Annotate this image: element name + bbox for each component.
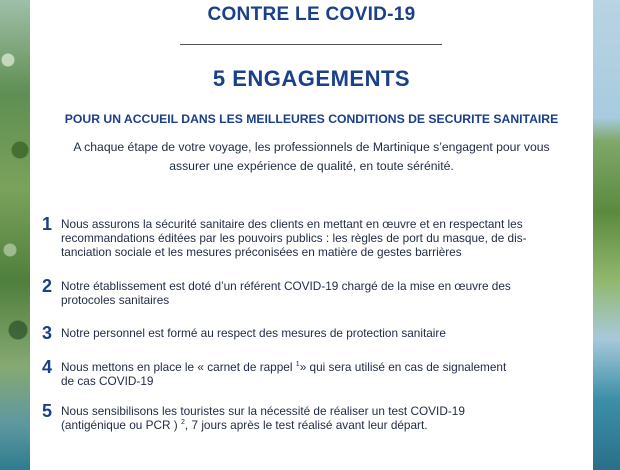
footnote-marker: 2	[181, 419, 185, 427]
divider	[180, 44, 442, 45]
page-heading: 5 ENGAGEMENTS	[212, 66, 411, 91]
background-photo-left	[0, 0, 30, 470]
engagement-line	[61, 418, 581, 432]
engagement-line: Nous assurons la sécurité sanitaire des clients en mettant en œuvre et en respectant les	[61, 217, 523, 231]
engagement-number: 2	[42, 276, 53, 296]
engagement-number: 1	[42, 214, 53, 234]
engagement-text	[61, 404, 581, 432]
engagement-text	[61, 326, 581, 340]
engagement-text-part: » qui sera utilisé en cas de signalement	[299, 360, 507, 374]
subtitle: POUR UN ACCUEIL DANS LES MEILLEURES CONDITIONS DE SECURITE SANITAIRE	[64, 112, 559, 126]
engagement-text-part: Nous mettons en place le « carnet de rappel	[61, 360, 296, 374]
title-line: CONTRE LE COVID-19	[207, 4, 416, 25]
engagement-text	[61, 217, 581, 259]
engagement-line: de cas COVID-19	[61, 374, 154, 388]
engagement-number: 3	[42, 323, 53, 343]
engagement-text-part: (antigénique ou PCR )	[61, 418, 182, 432]
engagement-line: Nous sensibilisons les touristes sur la nécessité de réaliser un test COVID-19	[61, 404, 465, 418]
engagement-text	[61, 360, 581, 388]
engagement-line: Notre personnel est formé au respect des mesures de protection sanitaire	[61, 326, 446, 340]
engagement-line: protocoles sanitaires	[61, 293, 170, 307]
intro-text	[40, 138, 583, 176]
intro-line: A chaque étape de votre voyage, les professionnels de Martinique s’engagent pour vous	[73, 140, 550, 154]
content-panel	[30, 0, 593, 470]
intro-line: assurer une expérience de qualité, en toute sérénité.	[169, 159, 454, 173]
engagement-text-part: , 7 jours après le test réalisé avant leur départ.	[184, 418, 428, 432]
footnote-marker: 1	[295, 361, 300, 369]
background-photo-right	[593, 0, 620, 470]
engagement-line: tanciation sociale et les mesures préconisées en matière de gestes barrières	[61, 245, 462, 259]
engagement-line: recommandations éditées par les pouvoirs publics : les règles de port du masque, de dis-	[61, 231, 527, 245]
engagement-text	[61, 279, 581, 307]
engagement-line: Notre établissement est doté d’un référent COVID-19 chargé de la mise en œuvre des	[61, 279, 511, 293]
engagement-number: 4	[42, 357, 53, 377]
engagement-number: 5	[42, 401, 53, 421]
engagement-line	[61, 360, 581, 374]
